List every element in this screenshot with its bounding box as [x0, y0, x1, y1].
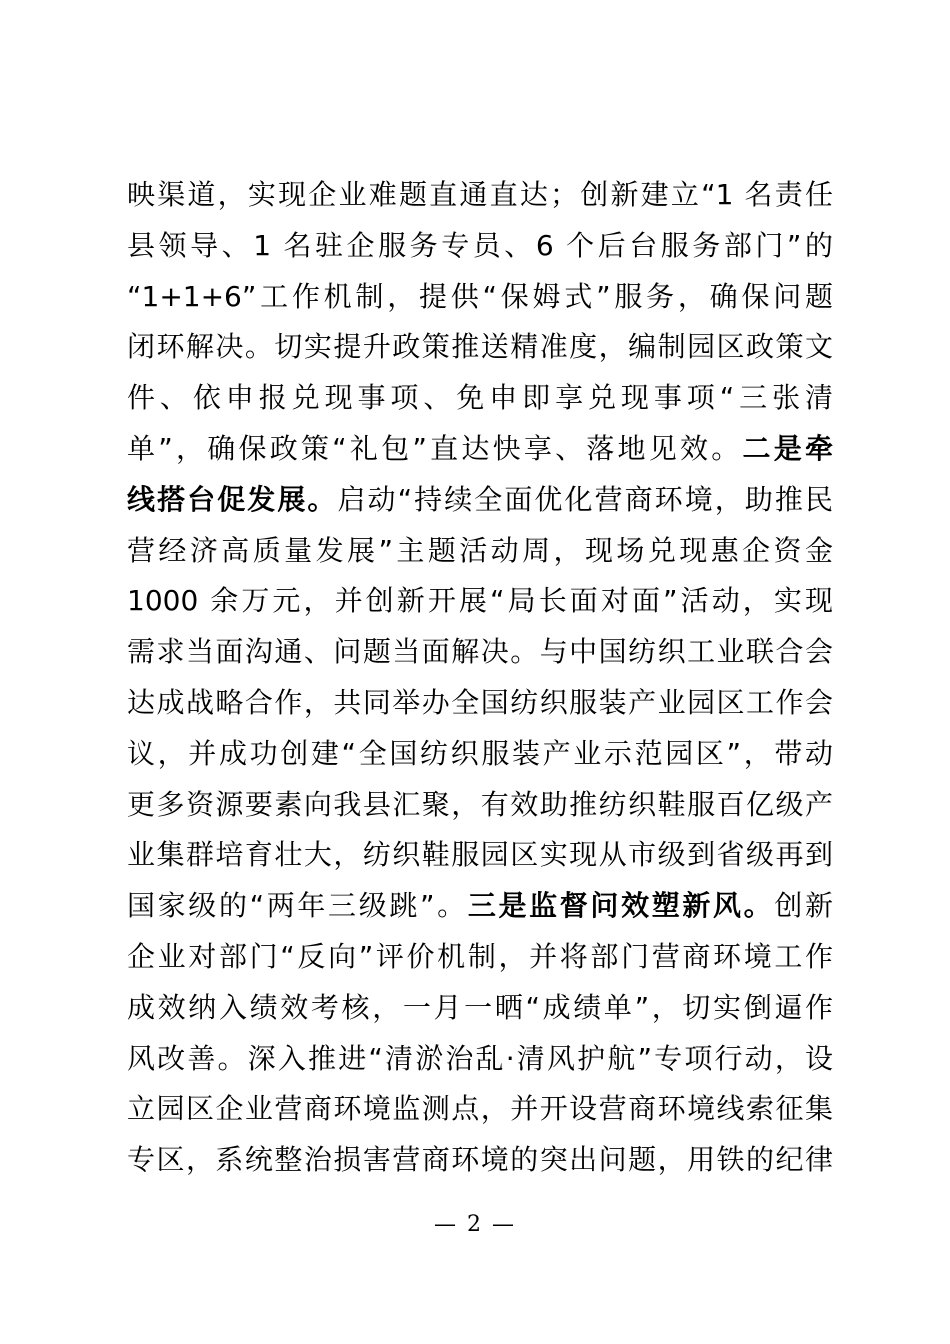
- bold-heading-text: 二是牵: [742, 431, 833, 465]
- bold-heading-text: 线搭台促发展。: [127, 482, 338, 516]
- text-line: [127, 1034, 833, 1085]
- text-segment: 启动“持续全面优化营商环境，助推民: [337, 482, 833, 516]
- text-line: [127, 881, 833, 932]
- text-line: [127, 780, 833, 831]
- text-segment: 风改善。深入推进“清淤治乱·清风护航”专项行动，设: [127, 1041, 833, 1075]
- text-segment: 闭环解决。切实提升政策推送精准度，编制园区政策文: [127, 330, 833, 364]
- text-line: [127, 932, 833, 983]
- text-segment: 成效纳入绩效考核，一月一晒“成绩单”，切实倒逼作: [127, 990, 833, 1024]
- text-segment: 国家级的“两年三级跳”。: [127, 889, 468, 923]
- text-segment: 立园区企业营商环境监测点，并开设营商环境线索征集: [127, 1092, 833, 1126]
- text-segment: “1+1+6”工作机制，提供“保姆式”服务，确保问题: [127, 279, 833, 313]
- text-segment: 业集群培育壮大，纺织鞋服园区实现从市级到省级再到: [127, 838, 833, 872]
- text-segment: 件、依申报兑现事项、免申即享兑现事项“三张清: [127, 381, 833, 415]
- text-line: [127, 1084, 833, 1135]
- page-number: — 2 —: [434, 1212, 516, 1237]
- bold-heading-text: 三是监督问效塑新风。: [467, 889, 775, 923]
- text-segment: 专区，系统整治损害营商环境的突出问题，用铁的纪律: [127, 1143, 833, 1177]
- text-segment: 县领导、1 名驻企服务专员、6 个后台服务部门”的: [127, 228, 833, 262]
- text-segment: 创新: [774, 889, 833, 923]
- text-line: [127, 627, 833, 678]
- text-segment: 映渠道，实现企业难题直通直达；创新建立“1 名责任: [127, 178, 833, 211]
- text-line: [127, 424, 833, 475]
- text-line: [127, 729, 833, 780]
- text-segment: 达成战略合作，共同举办全国纺织服装产业园区工作会: [127, 685, 833, 719]
- text-line: [127, 272, 833, 323]
- text-segment: 需求当面沟通、问题当面解决。与中国纺织工业联合会: [127, 635, 833, 669]
- text-line: [127, 1135, 833, 1186]
- body-paragraph: [127, 170, 833, 1186]
- text-line: [127, 475, 833, 526]
- text-line: [127, 170, 833, 221]
- text-segment: 企业对部门“反向”评价机制，并将部门营商环境工作: [127, 939, 833, 973]
- text-line: [127, 983, 833, 1034]
- text-segment: 营经济高质量发展”主题活动周，现场兑现惠企资金: [127, 533, 833, 567]
- text-segment: 单”，确保政策“礼包”直达快享、落地见效。: [127, 431, 743, 465]
- text-line: [127, 678, 833, 729]
- text-line: [127, 576, 833, 627]
- text-line: [127, 322, 833, 373]
- text-line: [127, 830, 833, 881]
- text-segment: 议，并成功创建“全国纺织服装产业示范园区”，带动: [127, 736, 833, 770]
- text-line: [127, 526, 833, 577]
- text-line: [127, 373, 833, 424]
- text-segment: 更多资源要素向我县汇聚，有效助推纺织鞋服百亿级产: [127, 787, 833, 821]
- text-line: [127, 221, 833, 272]
- text-segment: 1000 余万元，并创新开展“局长面对面”活动，实现: [127, 584, 833, 618]
